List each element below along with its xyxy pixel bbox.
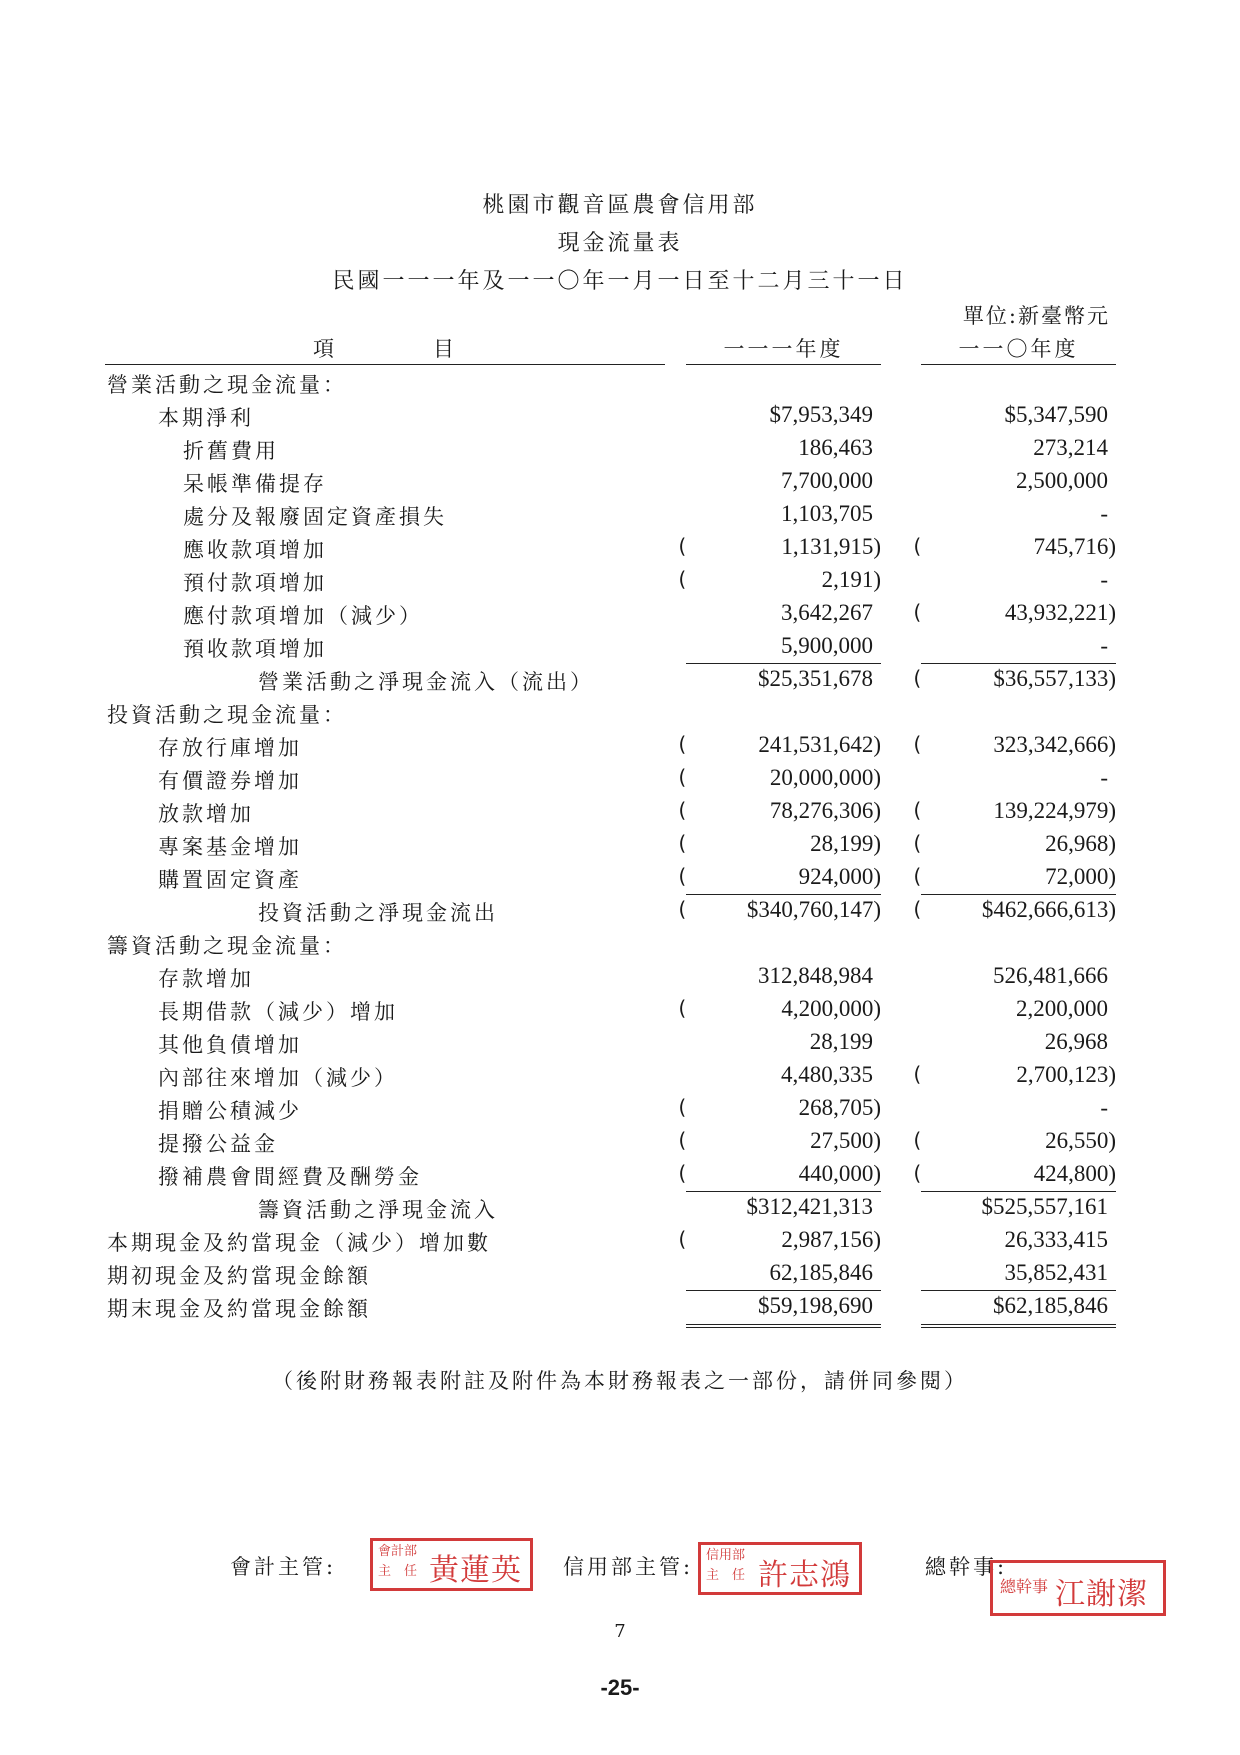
amount-year-110: 2,200,000 — [1016, 996, 1108, 1021]
section-heading: 籌資活動之現金流量： — [107, 934, 347, 958]
table-row — [0, 663, 1240, 696]
page-number: 7 — [614, 1621, 626, 1642]
table-row — [0, 399, 1240, 432]
table-row — [0, 696, 1240, 729]
subtotal-label: 籌資活動之淨現金流入 — [258, 1198, 498, 1222]
general-manager-label: 總幹事: — [925, 1555, 1008, 1579]
amount-year-111: 2,191) — [821, 567, 881, 592]
table-row — [0, 993, 1240, 1026]
credit-department-supervisor-label: 信用部主管: — [563, 1555, 694, 1579]
amount-year-111: 78,276,306) — [769, 798, 881, 823]
amount-year-110: $62,185,846 — [993, 1293, 1108, 1318]
table-row — [0, 762, 1240, 795]
column-header-item: 項 目 — [313, 337, 457, 361]
table-row — [0, 828, 1240, 861]
general-manager-stamp — [990, 1560, 1166, 1616]
table-row — [0, 1125, 1240, 1158]
row-label: 本期現金及約當現金（減少）增加數 — [107, 1231, 491, 1255]
table-row — [0, 960, 1240, 993]
amount-year-111: 241,531,642) — [758, 732, 881, 757]
amount-year-110: 43,932,221) — [1004, 600, 1116, 625]
amount-year-111: $312,421,313 — [746, 1194, 873, 1219]
amount-year-111: $7,953,349 — [769, 402, 873, 427]
row-label: 預收款項增加 — [183, 637, 327, 661]
row-label: 購置固定資產 — [158, 868, 302, 892]
row-label: 存放行庫增加 — [158, 736, 302, 760]
negative-paren: ( — [676, 765, 689, 789]
amount-year-110: $36,557,133) — [993, 666, 1116, 691]
amount-year-111: 5,900,000 — [781, 633, 873, 658]
stamp-title: 主 任 — [378, 1564, 418, 1579]
row-label: 提撥公益金 — [158, 1132, 278, 1156]
amount-year-111: $59,198,690 — [758, 1293, 873, 1318]
row-label: 放款增加 — [158, 802, 254, 826]
row-label: 其他負債增加 — [158, 1033, 302, 1057]
negative-paren: ( — [911, 1161, 924, 1185]
row-label: 存款增加 — [158, 967, 254, 991]
row-label: 預付款項增加 — [183, 571, 327, 595]
negative-paren: ( — [676, 798, 689, 822]
amount-year-110: 139,224,979) — [993, 798, 1116, 823]
header-underline-year-111 — [686, 364, 881, 365]
amount-year-110: 323,342,666) — [993, 732, 1116, 757]
amount-year-110: - — [1100, 633, 1108, 658]
amount-year-111: 62,185,846 — [769, 1260, 873, 1285]
amount-year-110: 26,333,415 — [1004, 1227, 1108, 1252]
negative-paren: ( — [911, 798, 924, 822]
row-label: 有價證券增加 — [158, 769, 302, 793]
table-row — [0, 498, 1240, 531]
negative-paren: ( — [676, 831, 689, 855]
negative-paren: ( — [676, 996, 689, 1020]
header-underline-year-110 — [921, 364, 1116, 365]
amount-year-111: 1,103,705 — [781, 501, 873, 526]
negative-paren: ( — [676, 1128, 689, 1152]
table-row — [0, 1092, 1240, 1125]
header-underline-item — [105, 364, 665, 365]
section-heading: 投資活動之現金流量： — [107, 703, 347, 727]
table-row — [0, 927, 1240, 960]
section-heading: 營業活動之現金流量： — [107, 373, 347, 397]
table-row — [0, 630, 1240, 663]
stamp-dept: 會計部 — [378, 1544, 418, 1559]
amount-year-111: 27,500) — [810, 1128, 881, 1153]
negative-paren: ( — [676, 567, 689, 591]
table-row — [0, 531, 1240, 564]
org-name: 桃園市觀音區農會信用部 — [482, 193, 758, 218]
amount-year-111: 312,848,984 — [758, 963, 873, 988]
row-label: 本期淨利 — [158, 406, 254, 430]
table-row — [0, 1158, 1240, 1191]
negative-paren: ( — [676, 864, 689, 888]
negative-paren: ( — [676, 1095, 689, 1119]
amount-year-110: 745,716) — [1033, 534, 1116, 559]
negative-paren: ( — [911, 1128, 924, 1152]
negative-paren: ( — [911, 864, 924, 888]
stamp-title: 總幹事 — [1000, 1577, 1049, 1596]
row-label: 長期借款（減少）增加 — [158, 1000, 398, 1024]
amount-year-110: 424,800) — [1033, 1161, 1116, 1186]
amount-year-110: 26,550) — [1045, 1128, 1116, 1153]
cash-flow-table — [0, 366, 1240, 1323]
amount-year-111: 20,000,000) — [769, 765, 881, 790]
amount-year-110: 2,500,000 — [1016, 468, 1108, 493]
column-header-year-110: 一一〇年度 — [958, 337, 1079, 361]
negative-paren: ( — [911, 732, 924, 756]
page-footer: -25- — [600, 1675, 640, 1700]
negative-paren: ( — [911, 534, 924, 558]
row-label: 應付款項增加（減少） — [183, 604, 423, 628]
table-row — [0, 894, 1240, 927]
subtotal-label: 投資活動之淨現金流出 — [258, 901, 498, 925]
amount-year-111: 28,199 — [809, 1029, 873, 1054]
amount-year-111: 3,642,267 — [781, 600, 873, 625]
amount-year-110: $525,557,161 — [981, 1194, 1108, 1219]
negative-paren: ( — [676, 1161, 689, 1185]
table-row — [0, 729, 1240, 762]
negative-paren: ( — [676, 534, 689, 558]
amount-year-111: 924,000) — [798, 864, 881, 889]
accounting-supervisor-label: 會計主管: — [230, 1555, 337, 1579]
amount-year-111: 440,000) — [798, 1161, 881, 1186]
stamp-name: 江謝潔 — [1055, 1577, 1148, 1612]
table-row — [0, 795, 1240, 828]
amount-year-110: 26,968 — [1044, 1029, 1108, 1054]
amount-year-111: 28,199) — [810, 831, 881, 856]
table-row — [0, 366, 1240, 399]
amount-year-110: - — [1100, 501, 1108, 526]
table-row — [0, 861, 1240, 894]
amount-year-110: 273,214 — [1033, 435, 1108, 460]
row-label: 內部往來增加（減少） — [158, 1066, 398, 1090]
row-label: 處分及報廢固定資產損失 — [183, 505, 447, 529]
statement-period: 民國一一一年及一一〇年一月一日至十二月三十一日 — [332, 269, 908, 294]
table-row — [0, 465, 1240, 498]
amount-year-111: 4,480,335 — [781, 1062, 873, 1087]
stamp-name: 黃蓮英 — [429, 1553, 522, 1588]
amount-year-110: 35,852,431 — [1004, 1260, 1108, 1285]
row-label: 應收款項增加 — [183, 538, 327, 562]
amount-year-111: 7,700,000 — [781, 468, 873, 493]
table-row — [0, 1191, 1240, 1224]
table-row — [0, 1257, 1240, 1290]
stamp-dept: 信用部 — [706, 1548, 746, 1563]
amount-year-111: 4,200,000) — [781, 996, 881, 1021]
currency-unit: 單位:新臺幣元 — [962, 304, 1110, 328]
amount-year-110: 72,000) — [1045, 864, 1116, 889]
amount-year-110: - — [1100, 765, 1108, 790]
amount-year-110: 2,700,123) — [1016, 1062, 1116, 1087]
amount-year-110: 26,968) — [1045, 831, 1116, 856]
row-label: 捐贈公積減少 — [158, 1099, 302, 1123]
table-row — [0, 432, 1240, 465]
amount-year-110: - — [1100, 567, 1108, 592]
negative-paren: ( — [911, 1062, 924, 1086]
amount-year-110: 526,481,666 — [993, 963, 1108, 988]
table-row — [0, 1224, 1240, 1257]
footnote: （後附財務報表附註及附件為本財務報表之一部份，請併同參閱） — [272, 1369, 968, 1393]
row-label: 專案基金增加 — [158, 835, 302, 859]
row-label: 折舊費用 — [183, 439, 279, 463]
column-header-year-111: 一一一年度 — [723, 337, 844, 361]
amount-year-110: - — [1100, 1095, 1108, 1120]
stamp-title: 主 任 — [706, 1568, 746, 1583]
accounting-supervisor-stamp — [370, 1538, 533, 1591]
table-row — [0, 1290, 1240, 1323]
row-label: 呆帳準備提存 — [183, 472, 327, 496]
credit-department-supervisor-stamp — [698, 1542, 862, 1595]
negative-paren: ( — [676, 897, 689, 921]
row-label: 期末現金及約當現金餘額 — [107, 1297, 371, 1321]
table-row — [0, 597, 1240, 630]
amount-year-110: $462,666,613) — [981, 897, 1116, 922]
amount-year-111: 186,463 — [798, 435, 873, 460]
table-row — [0, 1059, 1240, 1092]
negative-paren: ( — [911, 831, 924, 855]
negative-paren: ( — [911, 897, 924, 921]
table-row — [0, 564, 1240, 597]
negative-paren: ( — [911, 600, 924, 624]
negative-paren: ( — [676, 732, 689, 756]
amount-year-111: 268,705) — [798, 1095, 881, 1120]
amount-year-110: $5,347,590 — [1004, 402, 1108, 427]
amount-year-111: 2,987,156) — [781, 1227, 881, 1252]
row-label: 期初現金及約當現金餘額 — [107, 1264, 371, 1288]
row-label: 撥補農會間經費及酬勞金 — [158, 1165, 422, 1189]
negative-paren: ( — [676, 1227, 689, 1251]
negative-paren: ( — [911, 666, 924, 690]
amount-year-111: 1,131,915) — [781, 534, 881, 559]
amount-year-111: $25,351,678 — [758, 666, 873, 691]
stamp-name: 許志鴻 — [758, 1558, 851, 1593]
table-row — [0, 1026, 1240, 1059]
amount-year-111: $340,760,147) — [746, 897, 881, 922]
statement-title: 現金流量表 — [557, 231, 683, 256]
subtotal-label: 營業活動之淨現金流入（流出） — [258, 670, 594, 694]
